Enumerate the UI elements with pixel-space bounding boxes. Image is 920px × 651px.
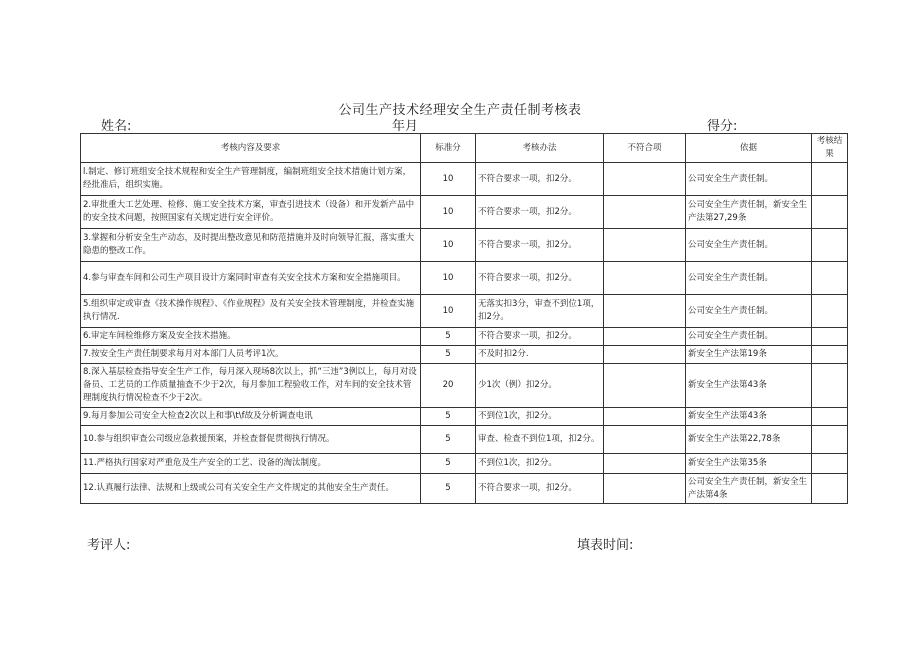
row-method: 不符合要求一项，扣2分。: [476, 163, 604, 196]
row-basis: 公司安全生产责任制。: [686, 262, 812, 295]
row-method: 不符合要求一项，扣2分。: [476, 328, 604, 346]
assessment-table: [80, 133, 848, 504]
fill-time-label: 填表时间:: [577, 538, 634, 553]
row-method: 不符合要求一项，扣2分。: [476, 474, 604, 504]
row-method: 不符合要求一项，扣2分。: [476, 196, 604, 229]
table-row: [81, 196, 848, 229]
row-basis: 公司安全生产责任制。: [686, 295, 812, 328]
row-content: l.制定、修订班组安全技术规程和安全生产管理制度，编制班组安全技术措施计划方案，经批准后，组织实施。: [81, 163, 421, 196]
row-content: 5.组织审定或审查《技术操作规程》、《作业规程》及有关安全技术管理制度，并检查实施执行情况.: [81, 295, 421, 328]
row-method: 不及时扣2分.: [476, 346, 604, 364]
row-result: [812, 474, 848, 504]
row-result: [812, 163, 848, 196]
row-content: 9.每月参加公司安全大检查2次以上和事\t\f故及分析调查电讯: [81, 408, 421, 426]
row-standard-score: 5: [421, 346, 476, 364]
header-row: [81, 134, 848, 163]
row-standard-score: 5: [421, 474, 476, 504]
row-content: 12.认真履行法律、法规和上级或公司有关安全生产文件规定的其他安全生产责任。: [81, 474, 421, 504]
row-nonconformity: [604, 196, 686, 229]
header-standard-score: 标准分: [421, 134, 476, 163]
row-nonconformity: [604, 229, 686, 262]
row-result: [812, 262, 848, 295]
table-row: [81, 364, 848, 408]
row-result: [812, 295, 848, 328]
row-content: 6.审定车间检维修方案及安全技术措施。: [81, 328, 421, 346]
row-nonconformity: [604, 426, 686, 454]
table-row: [81, 328, 848, 346]
row-nonconformity: [604, 346, 686, 364]
row-basis: 新安全生产法第35条: [686, 454, 812, 474]
row-result: [812, 408, 848, 426]
row-nonconformity: [604, 163, 686, 196]
row-content: 3.掌握和分析安全生产动态，及时提出整改意见和防范措施并及时向领导汇报，落实重大隐患的整改工作。: [81, 229, 421, 262]
row-standard-score: 10: [421, 229, 476, 262]
row-result: [812, 426, 848, 454]
row-basis: 公司安全生产责任制。: [686, 163, 812, 196]
row-content: 10.参与组织审查公司级应急救援预案，并检查督促贯彻执行情况。: [81, 426, 421, 454]
table-row: [81, 408, 848, 426]
row-content: 11.严格执行国家对严重危及生产安全的工艺、设备的淘汰制度。: [81, 454, 421, 474]
table-row: [81, 295, 848, 328]
table-row: [81, 454, 848, 474]
page-title: 公司生产技术经理安全生产责任制考核表: [338, 103, 582, 118]
row-nonconformity: [604, 262, 686, 295]
row-basis: 新安全生产法第43条: [686, 364, 812, 408]
header-basis: 依据: [686, 134, 812, 163]
row-result: [812, 364, 848, 408]
row-standard-score: 5: [421, 426, 476, 454]
header-result: 考核结果: [812, 134, 848, 163]
row-content: 4.参与审查车间和公司生产项目设计方案同时审查有关安全技术方案和安全措施项目。: [81, 262, 421, 295]
row-nonconformity: [604, 328, 686, 346]
row-content: 8.深入基层检查指导安全生产工作，每月深入现场8次以上，抓“三违”3例以上，每月对设备员、工艺员的工作质量抽查不少于2次，每月参加工程验收工作，对车间的安全技术管理制度执行情况检查不少于2次。: [81, 364, 421, 408]
row-nonconformity: [604, 474, 686, 504]
row-method: 不符合要求一项，扣2分。: [476, 262, 604, 295]
header-nonconformity: 不符合项: [604, 134, 686, 163]
row-result: [812, 346, 848, 364]
row-result: [812, 328, 848, 346]
row-basis: 公司安全生产责任制，新安全生产法第27,29条: [686, 196, 812, 229]
table-row: [81, 426, 848, 454]
table-row: [81, 229, 848, 262]
score-label: 得分:: [707, 119, 738, 134]
row-nonconformity: [604, 295, 686, 328]
name-label: 姓名:: [101, 119, 132, 134]
row-result: [812, 196, 848, 229]
header-content: 考核内容及要求: [81, 134, 421, 163]
row-basis: 公司安全生产责任制。: [686, 328, 812, 346]
reviewer-label: 考评人:: [87, 538, 131, 553]
row-basis: 新安全生产法第22,78条: [686, 426, 812, 454]
row-standard-score: 10: [421, 163, 476, 196]
row-standard-score: 20: [421, 364, 476, 408]
table-row: [81, 346, 848, 364]
row-result: [812, 454, 848, 474]
table-row: [81, 262, 848, 295]
row-standard-score: 5: [421, 408, 476, 426]
row-standard-score: 5: [421, 454, 476, 474]
row-nonconformity: [604, 454, 686, 474]
row-basis: 新安全生产法第43条: [686, 408, 812, 426]
row-standard-score: 10: [421, 196, 476, 229]
row-method: 不到位1次，扣2分。: [476, 454, 604, 474]
row-content: 7.按安全生产责任制要求每月对本部门人员考评1次。: [81, 346, 421, 364]
row-nonconformity: [604, 408, 686, 426]
row-basis: 公司安全生产责任制。: [686, 229, 812, 262]
table-row: [81, 474, 848, 504]
row-content: 2.审批重大工艺处理、检修、施工安全技术方案，审查引进技术（设备）和开发新产品中的安全技术问题，按照国家有关规定进行安全评价。: [81, 196, 421, 229]
row-method: 不符合要求一项，扣2分。: [476, 229, 604, 262]
row-standard-score: 5: [421, 328, 476, 346]
row-method: 不到位1次，扣2分。: [476, 408, 604, 426]
row-basis: 新安全生产法第19条: [686, 346, 812, 364]
row-standard-score: 10: [421, 262, 476, 295]
header-method: 考核办法: [476, 134, 604, 163]
row-method: 少1次（例）扣2分。: [476, 364, 604, 408]
date-label: 年月: [392, 119, 419, 134]
row-nonconformity: [604, 364, 686, 408]
row-method: 无落实扣3分，审查不到位1项，扣2分。: [476, 295, 604, 328]
table-row: [81, 163, 848, 196]
row-basis: 公司安全生产责任制，新安全生产法第4条: [686, 474, 812, 504]
row-result: [812, 229, 848, 262]
row-standard-score: 10: [421, 295, 476, 328]
row-method: 审查、检查不到位1项，扣2分。: [476, 426, 604, 454]
